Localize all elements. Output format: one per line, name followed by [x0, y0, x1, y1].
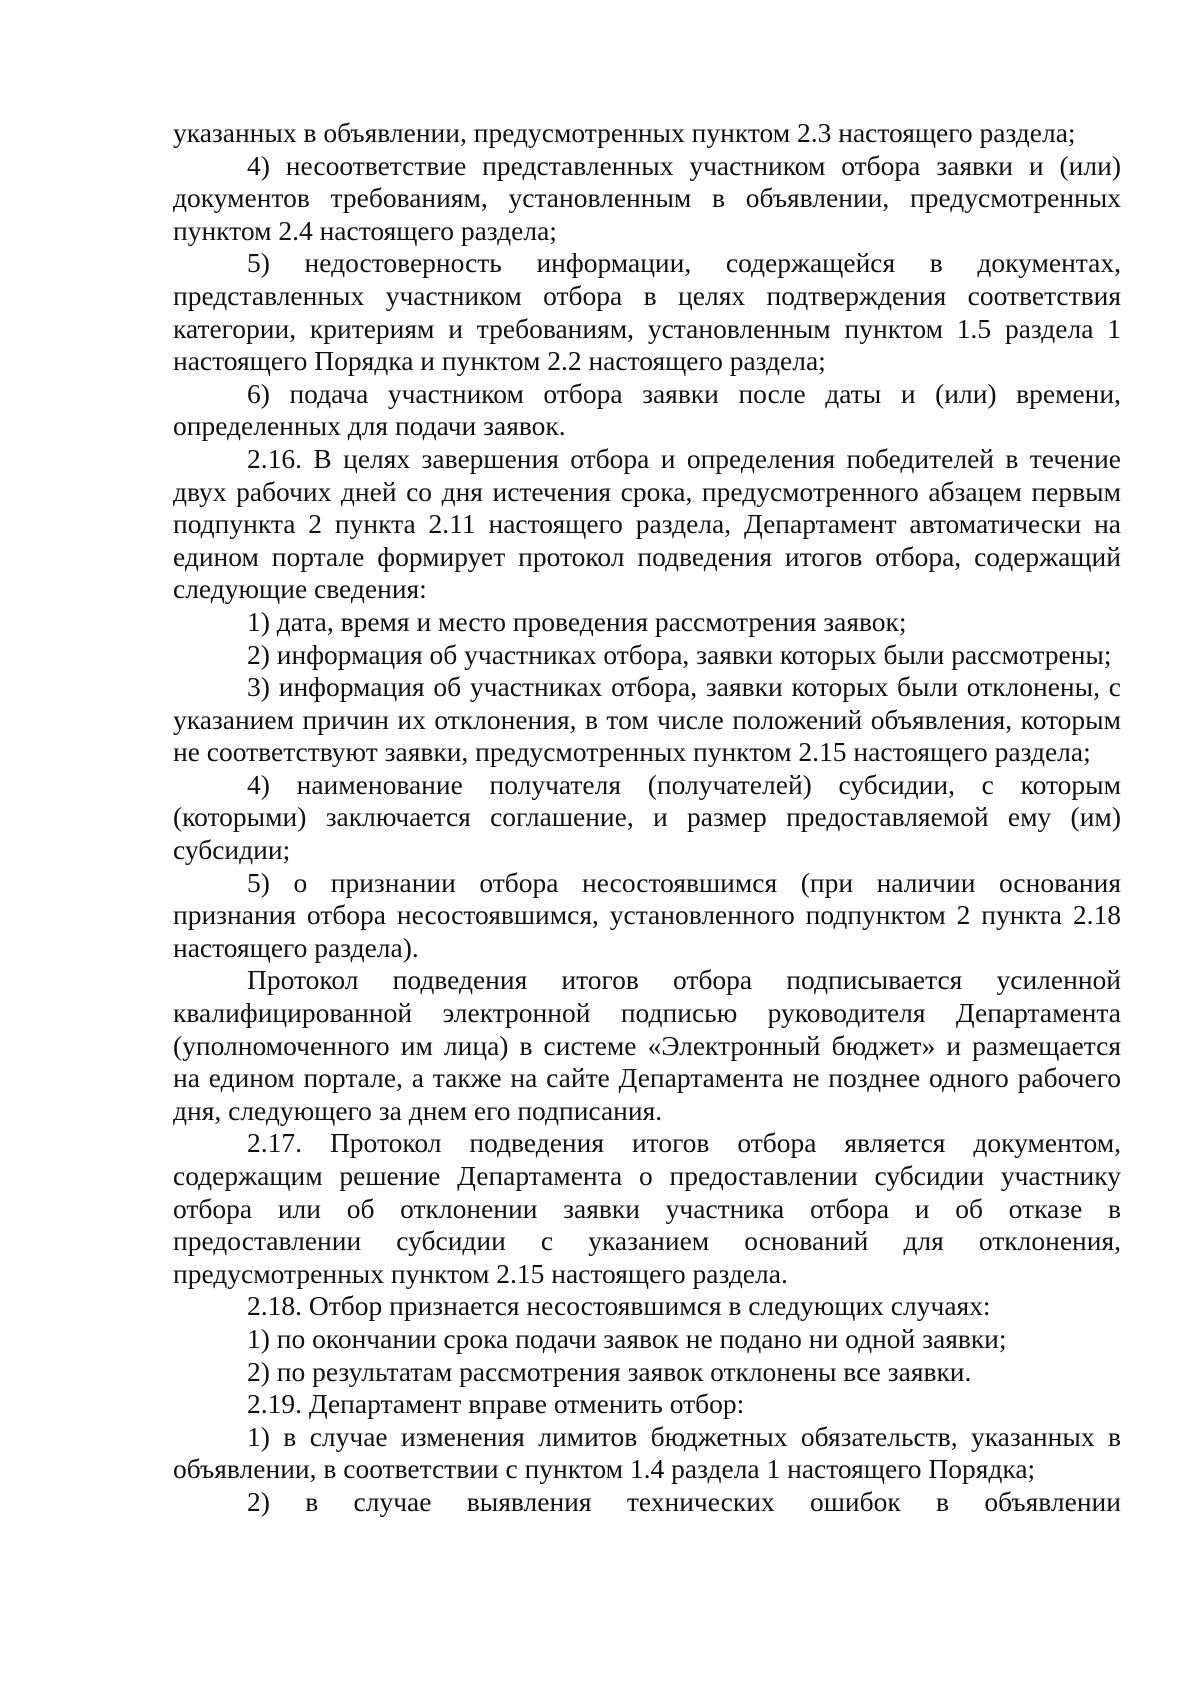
paragraph-continuation: указанных в объявлении, предусмотренных пунктом 2.3 настоящего раздела;: [173, 117, 1076, 148]
paragraph-2-16: 2.16. В целях завершения отбора и определения победителей в течение двух рабочих дней со дня истечения срока, предусмотренного абзацем первым подпункта 2 пункта 2.11 настоящего раздела, Департамент автоматически на едином портале формирует протокол подведения итогов отбора, содержащий следующие сведения:: [173, 442, 1121, 605]
paragraph-2-19-item-1: 1) в случае изменения лимитов бюджетных обязательств, указанных в объявлении, в соответствии с пунктом 1.4 раздела 1 настоящего Порядка;: [173, 1420, 1121, 1485]
paragraph-protocol: Протокол подведения итогов отбора подписывается усиленной квалифицированной электронной подписью руководителя Департамента (уполномоченного им лица) в системе «Электронный бюджет» и размещается на едином портале, а также на сайте Департамента не позднее одного рабочего дня, следующего за днем его подписания.: [173, 964, 1121, 1126]
paragraph-item-4: 4) несоответствие представленных участником отбора заявки и (или) документов требованиям, установленным в объявлении, предусмотренных пунктом 2.4 настоящего раздела;: [173, 149, 1121, 246]
document-body: [173, 117, 1121, 1519]
paragraph-item-5: 5) недостоверность информации, содержащейся в документах, представленных участником отбора в целях подтверждения соответствия категории, критериям и требованиям, установленным пунктом 1.5 раздела 1 настоящего Порядка и пунктом 2.2 настоящего раздела;: [173, 247, 1121, 377]
paragraph-2-16-item-3: 3) информация об участниках отбора, заявки которых были отклонены, с указанием причин их отклонения, в том числе положений объявления, которым не соответствуют заявки, предусмотренных пунктом 2.15 настоящего раздела;: [173, 671, 1121, 768]
paragraph-2-18: 2.18. Отбор признается несостоявшимся в следующих случаях:: [247, 1290, 991, 1322]
paragraph-item-6: 6) подача участником отбора заявки после даты и (или) времени, определенных для подачи заявок.: [173, 377, 1121, 442]
paragraph-2-16-item-1: 1) дата, время и место проведения рассмотрения заявок;: [247, 605, 907, 637]
paragraph-2-16-item-4: 4) наименование получателя (получателей) субсидии, с которым (которыми) заключается соглашение, и размер предоставляемой ему (им) субсидии;: [173, 768, 1121, 866]
paragraph-2-19-item-2: 2) в случае выявления технических ошибок в объявлении: [247, 1485, 1121, 1517]
paragraph-2-16-item-5: 5) о признании отбора несостоявшимся (при наличии основания признания отбора несостоявшимся, установленного подпунктом 2 пункта 2.18 настоящего раздела).: [173, 866, 1121, 963]
paragraph-2-18-item-1: 1) по окончании срока подачи заявок не подано ни одной заявки;: [247, 1322, 1007, 1354]
paragraph-2-19: 2.19. Департамент вправе отменить отбор:: [247, 1388, 745, 1420]
paragraph-2-18-item-2: 2) по результатам рассмотрения заявок отклонены все заявки.: [247, 1355, 972, 1387]
paragraph-2-17: 2.17. Протокол подведения итогов отбора является документом, содержащим решение Департамента о предоставлении субсидии участнику отбора или об отклонении заявки участника отбора и об отказе в предоставлении субсидии с указанием оснований для отклонения, предусмотренных пунктом 2.15 настоящего раздела.: [173, 1127, 1121, 1289]
paragraph-2-16-item-2: 2) информация об участниках отбора, заявки которых были рассмотрены;: [247, 638, 1112, 670]
